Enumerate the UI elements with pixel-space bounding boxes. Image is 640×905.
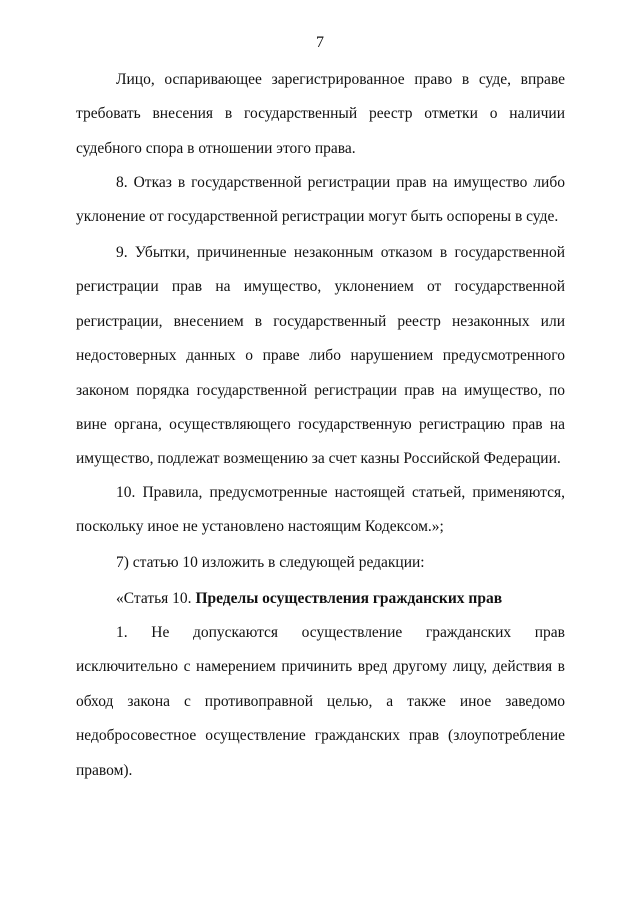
paragraph-amendment-7: 7) статью 10 изложить в следующей редакции: (116, 554, 425, 571)
page-number: 7 (316, 34, 324, 51)
paragraph-item-10: 10. Правила, предусмотренные настоящей статьей, применяются, поскольку иное не установлено настоящим Кодексом.»; (76, 484, 565, 536)
paragraph-item-9: 9. Убытки, причиненные незаконным отказом в государственной регистрации прав на имущество, уклонением от государственной регистрации, внесением в государственный реестр незаконных или недостоверных данных о праве либо нарушением предусмотренного законом порядка государственной регистрации прав на имущество, по вине органа, осуществляющего государственную регистрацию прав на имущество, подлежат возмещению за счет казны Российской Федерации. (76, 244, 565, 468)
paragraph-contest-right: Лицо, оспаривающее зарегистрированное право в суде, вправе требовать внесения в государственный реестр отметки о наличии судебного спора в отношении этого права. (76, 71, 565, 157)
paragraph-item-8: 8. Отказ в государственной регистрации прав на имущество либо уклонение от государственной регистрации могут быть оспорены в суде. (76, 174, 565, 226)
paragraph-article-10-item-1: 1. Не допускаются осуществление гражданских прав исключительно с намерением причинить вред другому лицу, действия в обход закона с противоправной целью, а также иное заведомо недобросовестное осуществление гражданских прав (злоупотребление правом). (76, 624, 565, 779)
article-10-title: Пределы осуществления гражданских прав (195, 590, 503, 607)
article-10-heading (76, 582, 565, 616)
article-10-prefix: «Статья 10. (116, 590, 196, 607)
